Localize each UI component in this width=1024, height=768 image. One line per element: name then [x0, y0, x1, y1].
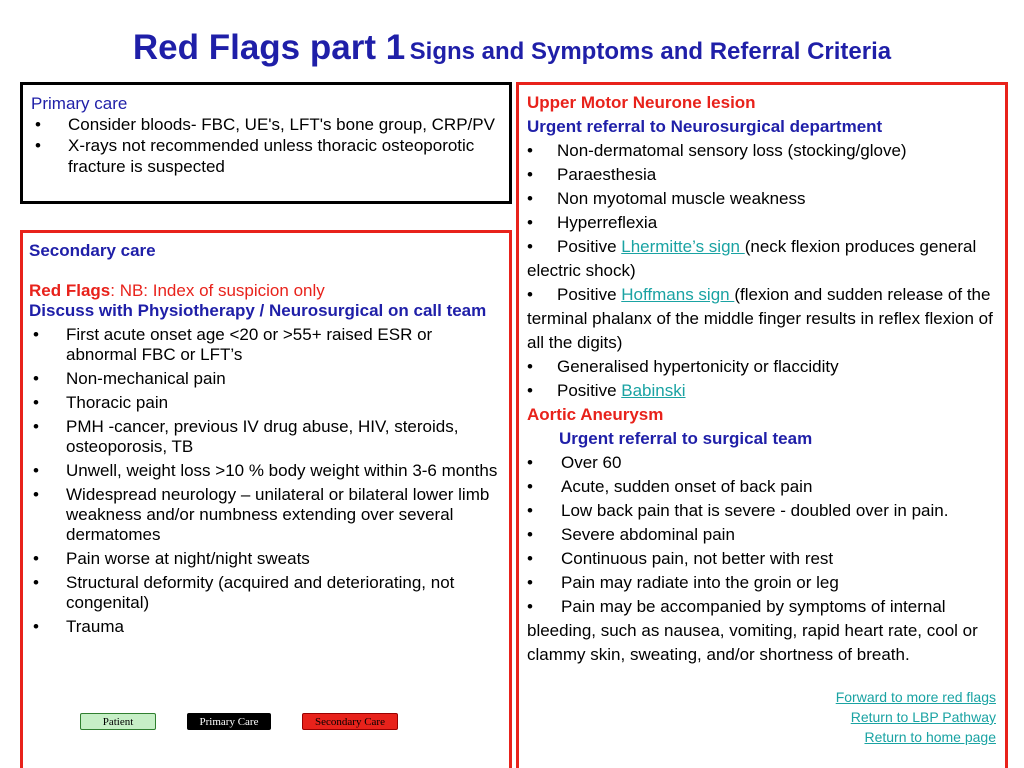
secondary-care-list	[29, 325, 503, 637]
navigation-links	[836, 687, 996, 747]
list-item: • Hyperreflexia	[527, 213, 658, 232]
title-main: Red Flags part 1	[132, 28, 406, 67]
primary-care-button[interactable]: Primary Care	[187, 713, 271, 730]
umn-referral: Urgent referral to Neurosurgical department	[527, 117, 883, 136]
list-item: • Non-mechanical pain	[29, 369, 503, 389]
return-home-link[interactable]: Return to home page	[864, 729, 996, 745]
aortic-heading: Aortic Aneurysm	[527, 405, 664, 424]
list-item: • Continuous pain, not better with rest	[527, 549, 834, 568]
list-item: • Unwell, weight loss >10 % body weight within 3-6 months	[29, 461, 503, 481]
list-item: • Pain worse at night/night sweats	[29, 549, 503, 569]
red-flags-criteria-box	[516, 82, 1008, 768]
list-item: • Positive Babinski	[527, 381, 686, 400]
page-title	[0, 28, 1024, 68]
babinski-link[interactable]: Babinski	[621, 381, 686, 400]
aortic-referral: Urgent referral to surgical team	[559, 429, 813, 448]
list-item: • Paraesthesia	[527, 165, 657, 184]
title-sub: Signs and Symptoms and Referral Criteria	[409, 38, 892, 65]
list-item: • X-rays not recommended unless thoracic osteoporotic fracture is suspected	[31, 135, 501, 177]
list-item: • Pain may radiate into the groin or leg	[527, 573, 839, 592]
list-item: • Consider bloods- FBC, UE's, LFT's bone group, CRP/PV	[31, 114, 501, 135]
red-flags-note: : NB: Index of suspicion only	[110, 281, 325, 300]
list-item: • Positive Hoffmans sign (flexion and sudden release of the terminal phalanx of the middle finger results in reflex flexion of all the digits)	[527, 285, 993, 352]
list-item: • Over 60	[527, 453, 622, 472]
red-flags-line	[29, 281, 503, 301]
secondary-care-box	[20, 230, 512, 768]
patient-button[interactable]: Patient	[80, 713, 156, 730]
discuss-line: Discuss with Physiotherapy / Neurosurgical on call team	[29, 301, 487, 320]
list-item: • PMH -cancer, previous IV drug abuse, HIV, steroids, osteoporosis, TB	[29, 417, 503, 457]
list-item: • Trauma	[29, 617, 503, 637]
list-item: • Non-dermatomal sensory loss (stocking/glove)	[527, 141, 907, 160]
list-item: • First acute onset age <20 or >55+ raised ESR or abnormal FBC or LFT’s	[29, 325, 503, 365]
hoffmans-sign-link[interactable]: Hoffmans sign	[621, 285, 735, 304]
list-item: • Low back pain that is severe - doubled over in pain.	[527, 501, 949, 520]
secondary-care-heading: Secondary care	[29, 241, 156, 260]
list-item: • Thoracic pain	[29, 393, 503, 413]
list-item: • Widespread neurology – unilateral or bilateral lower limb weakness and/or numbness extending over several dermatomes	[29, 485, 503, 545]
forward-link[interactable]: Forward to more red flags	[835, 689, 996, 705]
return-lbp-link[interactable]: Return to LBP Pathway	[850, 709, 996, 725]
secondary-care-button[interactable]: Secondary Care	[302, 713, 398, 730]
list-item: • Acute, sudden onset of back pain	[527, 477, 813, 496]
list-item: • Non myotomal muscle weakness	[527, 189, 806, 208]
list-item: • Severe abdominal pain	[527, 525, 735, 544]
umn-heading: Upper Motor Neurone lesion	[527, 93, 756, 112]
list-item: • Generalised hypertonicity or flaccidity	[527, 357, 839, 376]
lhermitte-sign-link[interactable]: Lhermitte’s sign	[621, 237, 745, 256]
primary-care-list	[31, 114, 501, 177]
list-item: • Pain may be accompanied by symptoms of internal bleeding, such as nausea, vomiting, rapid heart rate, cool or clammy skin, sweating, and/or shortness of breath.	[527, 597, 978, 664]
list-item: • Positive Lhermitte’s sign (neck flexion produces general electric shock)	[527, 237, 977, 280]
primary-care-heading: Primary care	[31, 94, 128, 113]
primary-care-box	[20, 82, 512, 204]
red-flags-label: Red Flags	[29, 281, 111, 300]
list-item: • Structural deformity (acquired and deteriorating, not congenital)	[29, 573, 503, 613]
